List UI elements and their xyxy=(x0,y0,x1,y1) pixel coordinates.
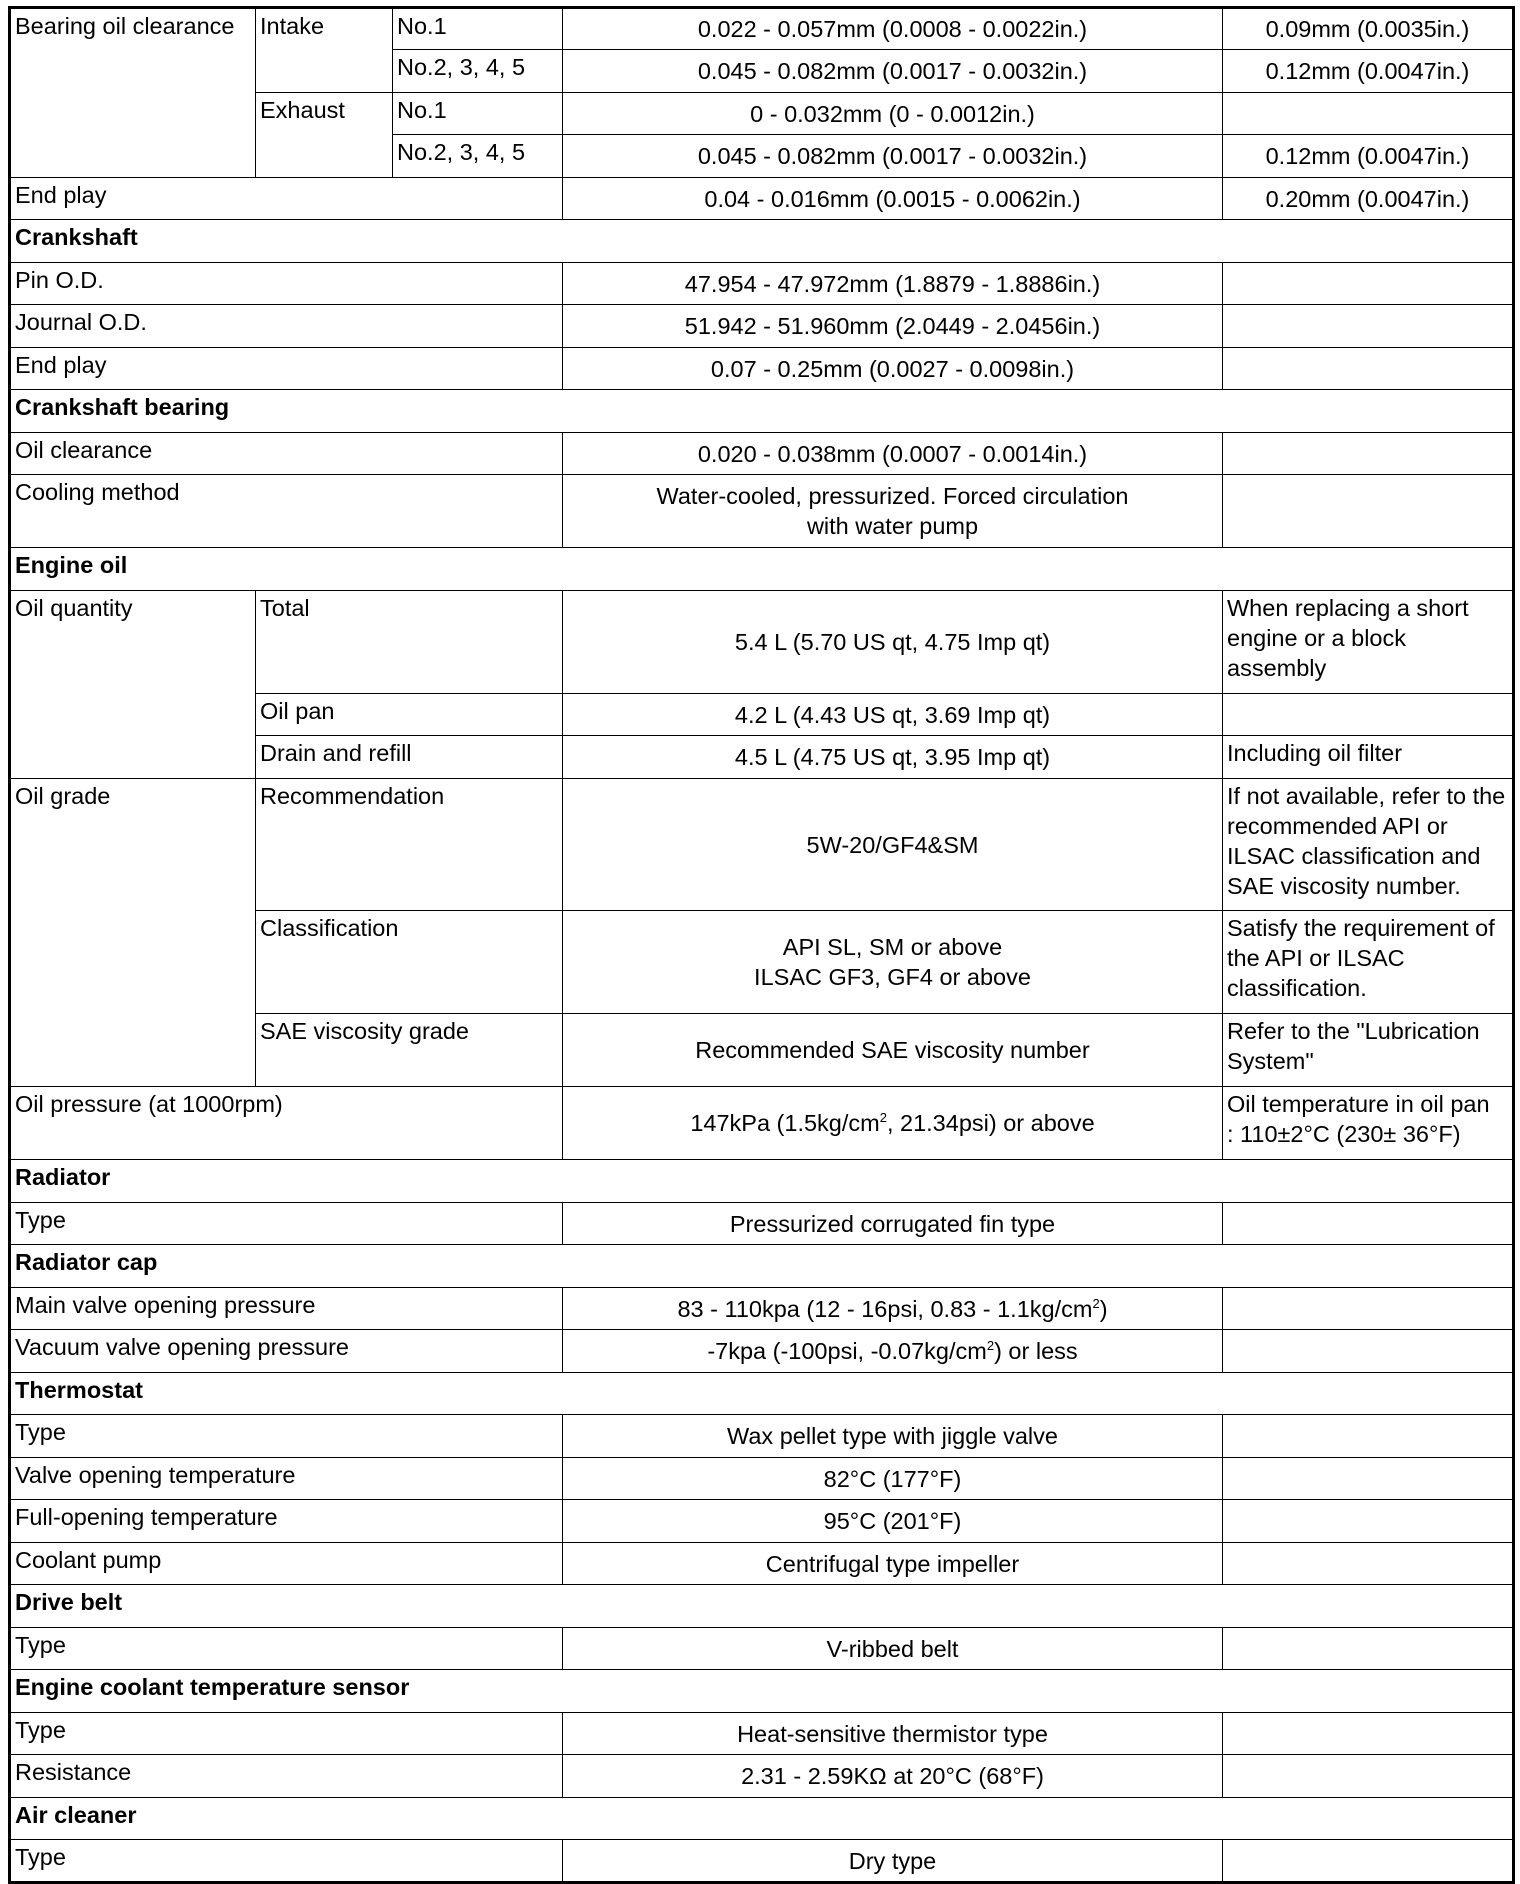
note-cell xyxy=(1223,475,1514,548)
note-cell: Satisfy the requirement of the API or ILSAC classification. xyxy=(1223,911,1514,1014)
note-cell: Including oil filter xyxy=(1223,736,1514,779)
spec-value: 0.022 - 0.057mm (0.0008 - 0.0022in.) xyxy=(563,8,1223,50)
spec-value xyxy=(563,911,1223,1014)
spec-value: 82°C (177°F) xyxy=(563,1458,1223,1500)
item-label: Oil quantity xyxy=(10,591,256,779)
limit-value: 0.12mm (0.0047in.) xyxy=(1223,50,1514,93)
item-label: Type xyxy=(10,1713,563,1755)
section-heading: Engine oil xyxy=(10,548,1514,591)
spec-value: 0.07 - 0.25mm (0.0027 - 0.0098in.) xyxy=(563,348,1223,390)
item-label: Type xyxy=(10,1415,563,1458)
sub-label: Classification xyxy=(256,911,563,1014)
item-label: Cooling method xyxy=(10,475,563,548)
table-row xyxy=(10,591,1514,694)
table-row xyxy=(10,305,1514,348)
section-heading: Radiator cap xyxy=(10,1245,1514,1288)
item-label: Type xyxy=(10,1628,563,1670)
table-row xyxy=(10,779,1514,911)
journal-number: No.1 xyxy=(393,93,563,135)
table-row xyxy=(10,1458,1514,1500)
spec-line: API SL, SM or above xyxy=(782,934,1003,960)
section-heading-row xyxy=(10,1585,1514,1628)
spec-value: Wax pellet type with jiggle valve xyxy=(563,1415,1223,1458)
table-row xyxy=(10,1288,1514,1330)
spec-value: 5W-20/GF4&SM xyxy=(563,779,1223,911)
spec-value: 2.31 - 2.59KΩ at 20°C (68°F) xyxy=(563,1755,1223,1798)
spec-part: -7kpa (-100psi, -0.07kg/cm xyxy=(707,1338,987,1364)
table-row xyxy=(10,1628,1514,1670)
table-row xyxy=(10,1330,1514,1373)
note-cell: Refer to the "Lubrication System" xyxy=(1223,1014,1514,1087)
table-row xyxy=(10,1203,1514,1245)
table-row xyxy=(10,8,1514,50)
limit-value xyxy=(1223,93,1514,135)
spec-value: 0 - 0.032mm (0 - 0.0012in.) xyxy=(563,93,1223,135)
table-row xyxy=(10,263,1514,305)
spec-value: 0.04 - 0.016mm (0.0015 - 0.0062in.) xyxy=(563,178,1223,220)
section-heading: Engine coolant temperature sensor xyxy=(10,1670,1514,1713)
note-cell: If not available, refer to the recommended API or ILSAC classification and SAE viscosity number. xyxy=(1223,779,1514,911)
note-cell xyxy=(1223,1543,1514,1585)
table-row xyxy=(10,1543,1514,1585)
item-label: Oil grade xyxy=(10,779,256,1087)
spec-line: Water-cooled, pressurized. Forced circulation xyxy=(656,483,1129,509)
spec-value xyxy=(563,1330,1223,1373)
table-row xyxy=(10,348,1514,390)
spec-value: Recommended SAE viscosity number xyxy=(563,1014,1223,1087)
spec-line: with water pump xyxy=(806,513,979,539)
limit-value: 0.20mm (0.0047in.) xyxy=(1223,178,1514,220)
section-heading: Air cleaner xyxy=(10,1798,1514,1840)
item-label: Journal O.D. xyxy=(10,305,563,348)
note-line: Oil temperature in oil pan xyxy=(1227,1091,1490,1117)
spec-value: Pressurized corrugated fin type xyxy=(563,1203,1223,1245)
spec-part: ) xyxy=(1099,1295,1108,1322)
note-cell xyxy=(1223,1330,1514,1373)
specification-table xyxy=(8,6,1515,1884)
sub-label: Total xyxy=(256,591,563,694)
note-cell xyxy=(1223,305,1514,348)
spec-value: 5.4 L (5.70 US qt, 4.75 Imp qt) xyxy=(563,591,1223,694)
table-row xyxy=(10,433,1514,475)
spec-value: 4.2 L (4.43 US qt, 3.69 Imp qt) xyxy=(563,694,1223,736)
spec-value: Centrifugal type impeller xyxy=(563,1543,1223,1585)
note-cell xyxy=(1223,1840,1514,1883)
note-cell xyxy=(1223,1288,1514,1330)
spec-value: 0.020 - 0.038mm (0.0007 - 0.0014in.) xyxy=(563,433,1223,475)
section-heading-row xyxy=(10,1245,1514,1288)
table-row xyxy=(10,475,1514,548)
note-cell xyxy=(1223,1713,1514,1755)
sub-label: Drain and refill xyxy=(256,736,563,779)
item-label: Type xyxy=(10,1840,563,1883)
journal-number: No.2, 3, 4, 5 xyxy=(393,50,563,93)
note-cell xyxy=(1223,348,1514,390)
note-cell xyxy=(1223,1755,1514,1798)
table-row xyxy=(10,1415,1514,1458)
spec-value xyxy=(563,475,1223,548)
note-cell xyxy=(1223,1628,1514,1670)
item-label: Full-opening temperature xyxy=(10,1500,563,1543)
item-label: Coolant pump xyxy=(10,1543,563,1585)
item-label: Resistance xyxy=(10,1755,563,1798)
section-heading-row xyxy=(10,1160,1514,1203)
note-cell xyxy=(1223,1415,1514,1458)
spec-value: Dry type xyxy=(563,1840,1223,1883)
table-row xyxy=(10,178,1514,220)
spec-line: ILSAC GF3, GF4 or above xyxy=(754,964,1031,990)
note-cell xyxy=(1223,1203,1514,1245)
journal-number: No.1 xyxy=(393,8,563,50)
section-heading: Crankshaft bearing xyxy=(10,390,1514,433)
note-cell: When replacing a short engine or a block assembly xyxy=(1223,591,1514,694)
item-label: End play xyxy=(10,348,563,390)
spec-value: 4.5 L (4.75 US qt, 3.95 Imp qt) xyxy=(563,736,1223,779)
end-play-label: End play xyxy=(10,178,563,220)
section-heading: Thermostat xyxy=(10,1373,1514,1415)
superscript: 2 xyxy=(986,1338,995,1353)
limit-value: 0.09mm (0.0035in.) xyxy=(1223,8,1514,50)
note-cell xyxy=(1223,433,1514,475)
note-cell xyxy=(1223,263,1514,305)
section-heading: Crankshaft xyxy=(10,220,1514,263)
limit-value: 0.12mm (0.0047in.) xyxy=(1223,135,1514,178)
note-cell xyxy=(1223,694,1514,736)
bearing-oil-clearance-label: Bearing oil clearance xyxy=(10,8,256,178)
section-heading-row xyxy=(10,220,1514,263)
note-cell xyxy=(1223,1500,1514,1543)
sub-label: Oil pan xyxy=(256,694,563,736)
spec-value: V-ribbed belt xyxy=(563,1628,1223,1670)
item-label: Type xyxy=(10,1203,563,1245)
table-row xyxy=(10,1087,1514,1160)
spec-value: 47.954 - 47.972mm (1.8879 - 1.8886in.) xyxy=(563,263,1223,305)
item-label: Main valve opening pressure xyxy=(10,1288,563,1330)
note-cell xyxy=(1223,1458,1514,1500)
spec-part: 147kPa (1.5kg/cm xyxy=(690,1110,880,1136)
section-heading-row xyxy=(10,390,1514,433)
superscript: 2 xyxy=(1092,1295,1100,1311)
item-label: Oil pressure (at 1000rpm) xyxy=(10,1087,563,1160)
spec-value: 0.045 - 0.082mm (0.0017 - 0.0032in.) xyxy=(563,135,1223,178)
note-cell xyxy=(1223,1087,1514,1160)
section-heading-row xyxy=(10,1798,1514,1840)
spec-part: , 21.34psi) or above xyxy=(886,1110,1095,1136)
spec-part: 83 - 110kpa (12 - 16psi, 0.83 - 1.1kg/cm xyxy=(677,1295,1093,1322)
exhaust-label: Exhaust xyxy=(256,93,393,178)
item-label: Oil clearance xyxy=(10,433,563,475)
spec-value xyxy=(563,1087,1223,1160)
note-line: : 110±2°C (230± 36°F) xyxy=(1227,1121,1461,1147)
journal-number: No.2, 3, 4, 5 xyxy=(393,135,563,178)
spec-value: 95°C (201°F) xyxy=(563,1500,1223,1543)
section-heading-row xyxy=(10,1373,1514,1415)
section-heading: Drive belt xyxy=(10,1585,1514,1628)
sub-label: Recommendation xyxy=(256,779,563,911)
section-heading-row xyxy=(10,548,1514,591)
table-row xyxy=(10,1840,1514,1883)
item-label: Vacuum valve opening pressure xyxy=(10,1330,563,1373)
item-label: Pin O.D. xyxy=(10,263,563,305)
spec-value xyxy=(563,1288,1223,1330)
superscript: 2 xyxy=(879,1110,887,1125)
spec-value: 51.942 - 51.960mm (2.0449 - 2.0456in.) xyxy=(563,305,1223,348)
sub-label: SAE viscosity grade xyxy=(256,1014,563,1087)
section-heading-row xyxy=(10,1670,1514,1713)
spec-part: ) or less xyxy=(994,1338,1078,1364)
spec-value: 0.045 - 0.082mm (0.0017 - 0.0032in.) xyxy=(563,50,1223,93)
table-row xyxy=(10,1713,1514,1755)
table-row xyxy=(10,1500,1514,1543)
table-row xyxy=(10,1755,1514,1798)
spec-value: Heat-sensitive thermistor type xyxy=(563,1713,1223,1755)
item-label: Valve opening temperature xyxy=(10,1458,563,1500)
section-heading: Radiator xyxy=(10,1160,1514,1203)
intake-label: Intake xyxy=(256,8,393,93)
